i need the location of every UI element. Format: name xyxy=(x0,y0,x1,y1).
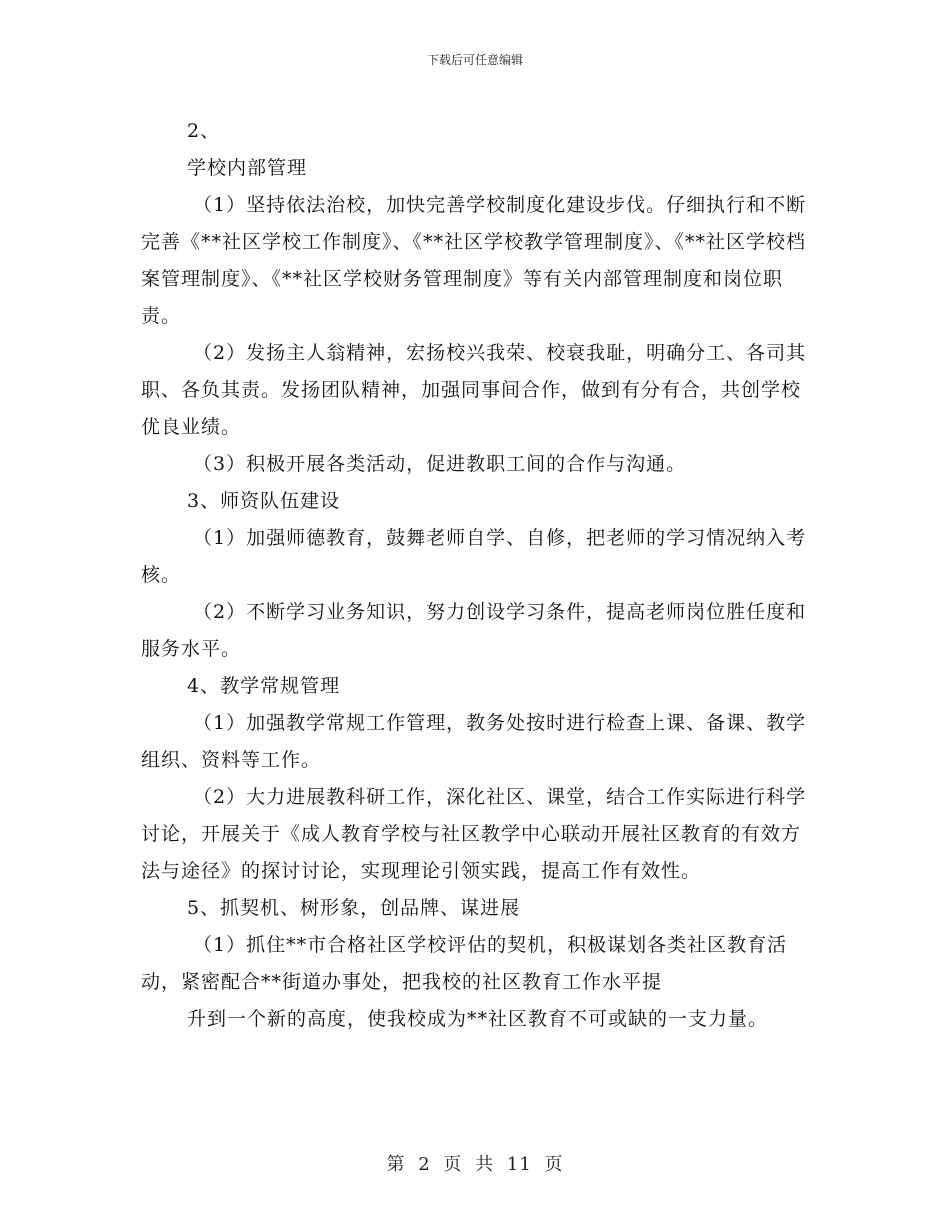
paragraph: 升到一个新的高度，使我校成为**社区教育不可或缺的一支力量。 xyxy=(187,1008,769,1030)
footer-label-gong: 共 xyxy=(475,1154,495,1175)
paragraph: （1）抓住**市合格社区学校评估的契机，积极谋划各类社区教育活动，紧密配合**街道办事处，把我校的社区教育工作水平提 xyxy=(141,934,788,993)
page-number-footer xyxy=(0,1154,950,1176)
footer-total-pages: 11 xyxy=(506,1154,532,1175)
footer-label-ye2: 页 xyxy=(544,1154,564,1175)
paragraph: （2）大力进展教科研工作，深化社区、课堂，结合工作实际进行科学讨论，开展关于《成人教育学校与社区教学中心联动开展社区教育的有效方法与途径》的探讨讨论，实现理论引领实践，提高工作有效性。 xyxy=(141,786,807,882)
paragraph: （2）不断学习业务知识，努力创设学习条件，提高老师岗位胜任度和服务水平。 xyxy=(141,601,807,660)
section-heading: 5、抓契机、树形象，创品牌、谋进展 xyxy=(187,897,521,919)
paragraph: （2）发扬主人翁精神，宏扬校兴我荣、校衰我耻，明确分工、各司其职、各负其责。发扬团队精神，加强同事间合作，做到有分有合，共创学校优良业绩。 xyxy=(141,342,807,438)
footer-label-di: 第 xyxy=(386,1154,406,1175)
section-heading: 学校内部管理 xyxy=(187,157,308,179)
section-number: 2、 xyxy=(187,120,221,142)
paragraph: （3）积极开展各类活动，促进教职工间的合作与沟通。 xyxy=(193,453,687,475)
footer-current-page: 2 xyxy=(418,1154,431,1175)
document-body xyxy=(141,113,807,1038)
paragraph: （1）坚持依法治校，加快完善学校制度化建设步伐。仔细执行和不断完善《**社区学校工作制度》、《**社区学校教学管理制度》、《**社区学校档案管理制度》、《**社区学校财务管理制度》等有关内部管理制度和岗位职责。 xyxy=(141,194,807,327)
page-header-note: 下载后可任意编辑 xyxy=(426,53,523,67)
section-heading: 4、教学常规管理 xyxy=(187,675,341,697)
paragraph: （1）加强师德教育，鼓舞老师自学、自修，把老师的学习情况纳入考核。 xyxy=(141,527,807,586)
paragraph: （1）加强教学常规工作管理，教务处按时进行检查上课、备课、教学组织、资料等工作。 xyxy=(141,712,807,771)
footer-label-ye: 页 xyxy=(443,1154,463,1175)
section-heading: 3、师资队伍建设 xyxy=(187,490,341,512)
